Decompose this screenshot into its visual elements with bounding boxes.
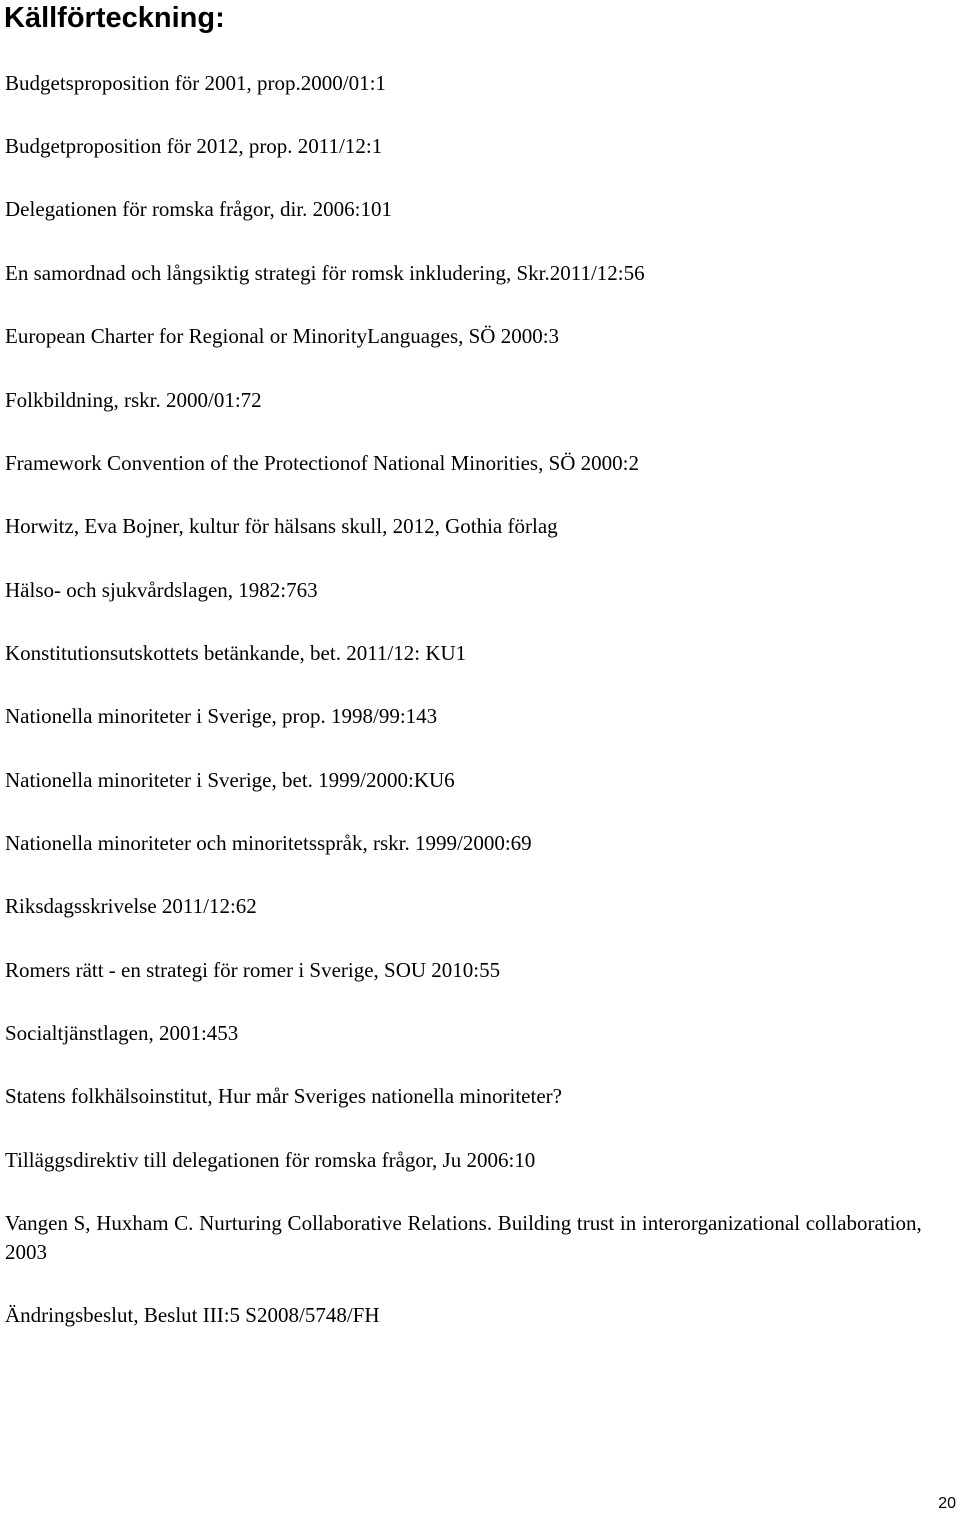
reference-item: Vangen S, Huxham C. Nurturing Collaborative Relations. Building trust in interorganizational collaboration, 2003: [5, 1211, 922, 1264]
reference-item: Romers rätt - en strategi för romer i Sverige, SOU 2010:55: [5, 958, 501, 982]
reference-item: Socialtjänstlagen, 2001:453: [5, 1021, 239, 1045]
reference-item: Riksdagsskrivelse 2011/12:62: [5, 894, 257, 918]
reference-item: Ändringsbeslut, Beslut III:5 S2008/5748/FH: [5, 1303, 380, 1327]
reference-item: Konstitutionsutskottets betänkande, bet. 2011/12: KU1: [5, 641, 467, 665]
reference-item: Nationella minoriteter i Sverige, bet. 1999/2000:KU6: [5, 768, 455, 792]
reference-item: Horwitz, Eva Bojner, kultur för hälsans skull, 2012, Gothia förlag: [5, 514, 558, 538]
page-title: Källförteckning:: [4, 2, 225, 34]
reference-item: Budgetsproposition för 2001, prop.2000/01:1: [5, 71, 386, 95]
reference-item: European Charter for Regional or MinorityLanguages, SÖ 2000:3: [5, 324, 560, 348]
reference-item: Framework Convention of the Protectionof National Minorities, SÖ 2000:2: [5, 451, 639, 475]
reference-item: Tilläggsdirektiv till delegationen för romska frågor, Ju 2006:10: [5, 1148, 536, 1172]
reference-item: Budgetproposition för 2012, prop. 2011/12:1: [5, 134, 383, 158]
page-number: 20: [938, 1495, 956, 1512]
reference-item: Hälso- och sjukvårdslagen, 1982:763: [5, 578, 318, 602]
reference-item: Statens folkhälsoinstitut, Hur mår Sveriges nationella minoriteter?: [5, 1084, 562, 1108]
reference-item: Delegationen för romska frågor, dir. 2006:101: [5, 197, 392, 221]
reference-item: Folkbildning, rskr. 2000/01:72: [5, 388, 262, 412]
reference-item: Nationella minoriteter och minoritetsspråk, rskr. 1999/2000:69: [5, 831, 532, 855]
reference-item: En samordnad och långsiktig strategi för romsk inkludering, Skr.2011/12:56: [5, 261, 645, 285]
reference-item: Nationella minoriteter i Sverige, prop. 1998/99:143: [5, 704, 438, 728]
